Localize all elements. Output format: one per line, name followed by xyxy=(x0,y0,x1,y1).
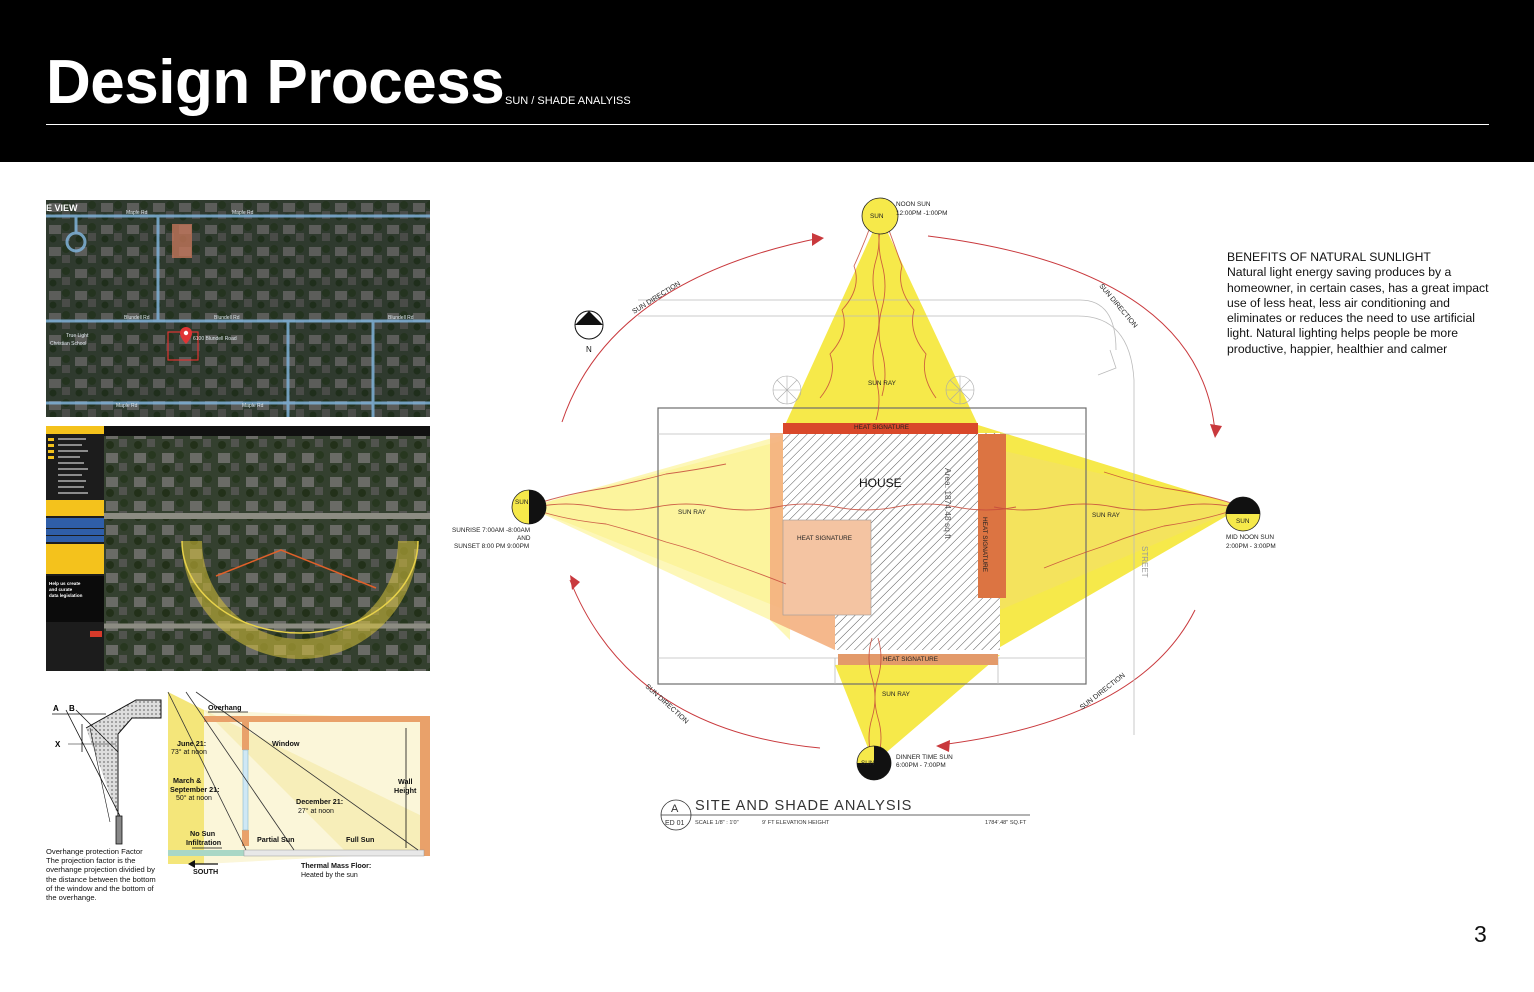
svg-text:SOUTH: SOUTH xyxy=(193,867,219,876)
tree-icon-right xyxy=(946,376,974,404)
svg-text:HEAT SIGNATURE: HEAT SIGNATURE xyxy=(797,535,853,542)
page-number: 3 xyxy=(1474,921,1487,947)
svg-text:SUN: SUN xyxy=(870,213,884,220)
svg-text:Full Sun: Full Sun xyxy=(346,835,375,844)
svg-text:SCALE 1/8" : 1'0": SCALE 1/8" : 1'0" xyxy=(695,820,739,826)
svg-text:True Light: True Light xyxy=(66,333,89,339)
svg-text:MID NOON SUN: MID NOON SUN xyxy=(1226,534,1274,541)
tree-icon-left xyxy=(773,376,801,404)
svg-text:SUN: SUN xyxy=(861,760,875,767)
svg-text:1784'.48" SQ.FT: 1784'.48" SQ.FT xyxy=(985,820,1027,826)
page-title: Design Process xyxy=(46,48,505,117)
svg-text:SUN DIRECTION: SUN DIRECTION xyxy=(1078,672,1127,712)
overhang-caption: Overhange protection Factor The projection factor is the overhange projection dividied by the distance between the bottom of the window and the bottom of the overhange. xyxy=(46,847,156,903)
svg-text:HEAT SIGNATURE: HEAT SIGNATURE xyxy=(883,656,939,663)
svg-text:September 21:: September 21: xyxy=(170,785,220,794)
svg-text:SITE AND SHADE ANALYSIS: SITE AND SHADE ANALYSIS xyxy=(695,798,913,814)
svg-text:DINNER TIME SUN: DINNER TIME SUN xyxy=(896,754,953,761)
svg-text:9' FT ELEVATION HEIGHT: 9' FT ELEVATION HEIGHT xyxy=(762,820,830,826)
svg-text:AND: AND xyxy=(517,535,531,542)
mid-noon-sun-icon xyxy=(1226,497,1260,531)
svg-text:X: X xyxy=(55,740,61,749)
page-header xyxy=(0,0,1534,162)
svg-text:50° at noon: 50° at noon xyxy=(176,795,212,802)
overhang-solar-angle-detail xyxy=(168,692,430,879)
svg-text:A: A xyxy=(671,803,679,815)
svg-text:Maple Rd: Maple Rd xyxy=(116,403,138,409)
house-area: Area: 1874.48 sq ft xyxy=(943,468,953,539)
svg-text:Help us create: Help us create xyxy=(49,581,81,586)
svg-text:Maple Rd: Maple Rd xyxy=(242,403,264,409)
header-rule xyxy=(46,124,1489,125)
svg-text:SUN RAY: SUN RAY xyxy=(1092,512,1120,519)
svg-text:Heated by the sun: Heated by the sun xyxy=(301,872,358,879)
svg-text:SUN: SUN xyxy=(1236,518,1250,525)
svg-text:and curate: and curate xyxy=(49,587,73,592)
house-label: HOUSE xyxy=(859,476,902,490)
svg-text:No Sun: No Sun xyxy=(190,829,216,838)
noon-sun-icon xyxy=(862,198,898,234)
svg-text:Partial Sun: Partial Sun xyxy=(257,835,295,844)
aerial-map-street-view xyxy=(46,200,430,417)
svg-text:SUN DIRECTION: SUN DIRECTION xyxy=(1097,282,1139,330)
sun-path-map xyxy=(46,426,430,671)
svg-text:A: A xyxy=(53,704,59,713)
svg-text:ED 01: ED 01 xyxy=(665,820,685,827)
svg-text:Blundell Rd: Blundell Rd xyxy=(388,315,414,321)
svg-text:Maple Rd: Maple Rd xyxy=(126,210,148,216)
svg-text:27° at noon: 27° at noon xyxy=(298,808,334,815)
svg-text:Thermal Mass Floor:: Thermal Mass Floor: xyxy=(301,861,372,870)
svg-text:73° at noon: 73° at noon xyxy=(171,749,207,756)
svg-text:Infiltration: Infiltration xyxy=(186,838,222,847)
north-arrow-icon xyxy=(575,311,603,354)
svg-text:Height: Height xyxy=(394,786,417,795)
svg-text:6:00PM - 7:00PM: 6:00PM - 7:00PM xyxy=(896,762,946,769)
benefits-text xyxy=(1227,250,1489,357)
benefits-title: BENEFITS OF NATURAL SUNLIGHT xyxy=(1227,250,1431,264)
sun-info-panel xyxy=(46,426,104,671)
svg-text:HEAT SIGNATURE: HEAT SIGNATURE xyxy=(854,424,910,431)
svg-text:NOON SUN: NOON SUN xyxy=(896,201,931,208)
svg-text:HEAT SIGNATURE: HEAT SIGNATURE xyxy=(981,517,988,573)
heat-signature-east xyxy=(978,434,1006,598)
svg-text:Blundell Rd: Blundell Rd xyxy=(124,315,150,321)
benefits-body: Natural light energy saving produces by a homeowner, in certain cases, has a great impact use of less heat, less air conditioning and eliminates or reduces the need to use artificial light. Natural lighting helps people be more productive, happier, healthier and calmer xyxy=(1227,265,1489,356)
svg-text:SUN RAY: SUN RAY xyxy=(868,380,896,387)
sunrise-sun-icon xyxy=(512,490,546,524)
svg-text:Maple Rd: Maple Rd xyxy=(232,210,254,216)
svg-text:June 21:: June 21: xyxy=(177,739,207,748)
svg-text:2:00PM - 3:00PM: 2:00PM - 3:00PM xyxy=(1226,543,1276,550)
svg-text:SUN: SUN xyxy=(515,499,529,506)
svg-text:Wall: Wall xyxy=(398,777,413,786)
overhang-section-sketch xyxy=(52,700,161,844)
svg-text:Window: Window xyxy=(272,739,300,748)
svg-text:SUN DIRECTION: SUN DIRECTION xyxy=(643,683,690,726)
svg-text:SUNRISE 7:00AM -8:00AM: SUNRISE 7:00AM -8:00AM xyxy=(452,527,531,534)
dinner-sun-icon xyxy=(857,746,891,780)
svg-text:December 21:: December 21: xyxy=(296,797,344,806)
page-subtitle: SUN / SHADE ANALYISS xyxy=(505,95,631,107)
svg-text:Blundell Rd: Blundell Rd xyxy=(214,315,240,321)
site-shade-analysis-diagram xyxy=(440,190,1300,840)
svg-text:Christian School: Christian School xyxy=(50,341,87,347)
svg-text:N: N xyxy=(586,345,592,354)
drawing-title-block xyxy=(661,798,1030,830)
street-label: STREET xyxy=(1140,546,1149,578)
svg-text:SUN DIRECTION: SUN DIRECTION xyxy=(631,280,682,316)
svg-text:Overhang: Overhang xyxy=(208,703,242,712)
svg-text:data legislation: data legislation xyxy=(49,593,83,598)
map-label: E VIEW xyxy=(46,203,78,213)
svg-text:B: B xyxy=(69,704,75,713)
svg-text:March &: March & xyxy=(173,776,202,785)
svg-text:12:00PM -1:00PM: 12:00PM -1:00PM xyxy=(896,210,948,217)
map-highlight-lot xyxy=(172,224,192,258)
svg-text:SUN RAY: SUN RAY xyxy=(882,691,910,698)
svg-text:SUN RAY: SUN RAY xyxy=(678,509,706,516)
svg-text:6100 Blundell Road: 6100 Blundell Road xyxy=(193,336,237,342)
svg-text:SUNSET 8:00 PM 9:00PM: SUNSET 8:00 PM 9:00PM xyxy=(454,543,530,550)
